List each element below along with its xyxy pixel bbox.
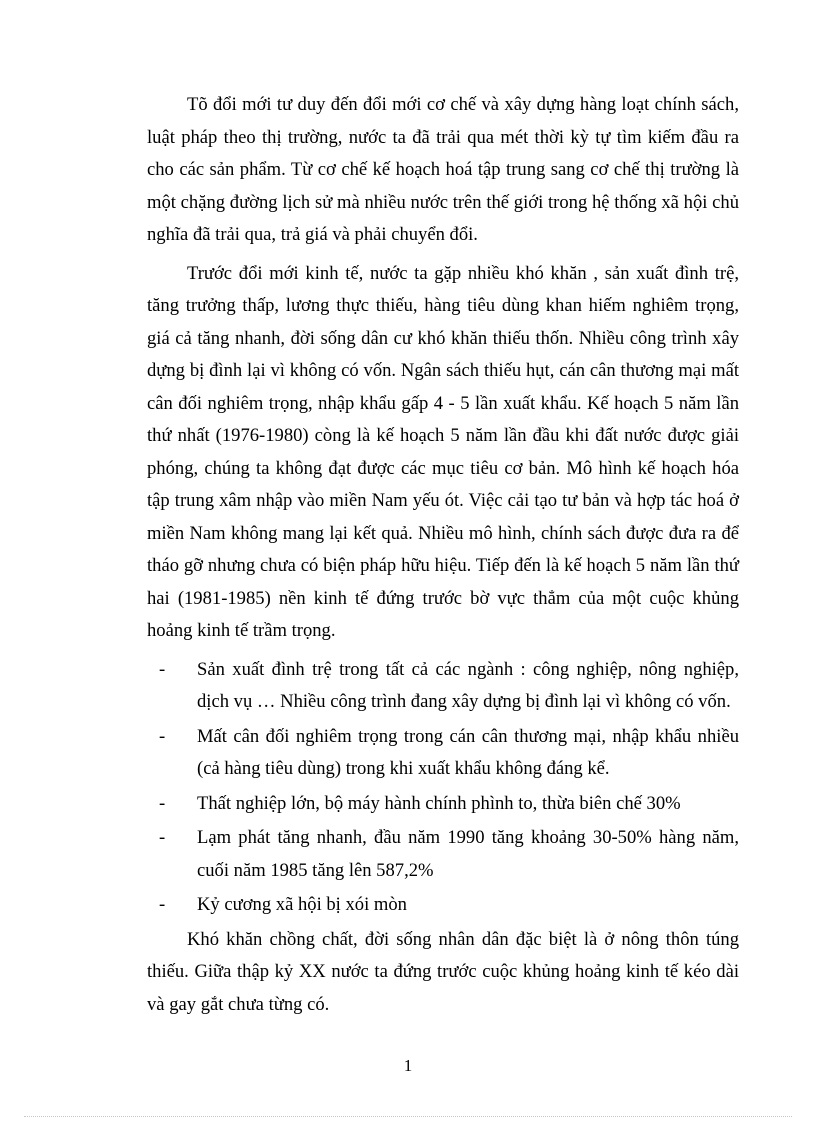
list-item	[159, 889, 739, 922]
list-item-text: Sản xuất đình trệ trong tất cả các ngành : công nghiệp, nông nghiệp, dịch vụ … Nhiều công trình đang xây dựng bị đình lại vì không có vốn.	[197, 658, 739, 712]
bullet-dash: -	[159, 792, 166, 814]
list-item	[159, 822, 739, 887]
bullet-dash: -	[159, 658, 166, 680]
list-item-text: Thất nghiệp lớn, bộ máy hành chính phình to, thừa biên chế 30%	[197, 792, 681, 814]
document-body	[147, 89, 739, 1027]
bullet-dash: -	[159, 725, 166, 747]
bullet-list	[147, 654, 739, 922]
page-number: 1	[403, 1056, 413, 1075]
paragraph-intro: Tõ đổi mới tư duy đến đổi mới cơ chế và xây dựng hàng loạt chính sách, luật pháp theo thị trường, nước ta đã trải qua mét thời kỳ tự tìm kiếm đầu ra cho các sản phẩm. Từ cơ chế kế hoạch hoá tập trung sang cơ chế thị trường là một chặng đường lịch sử mà nhiều nước trên thế giới trong hệ thống xã hội chủ nghĩa đã trải qua, trả giá và phải chuyển đổi.	[147, 94, 739, 245]
paragraph-pre-reform: Trước đổi mới kinh tế, nước ta gặp nhiều khó khăn , sản xuất đình trệ, tăng trưởng thấp, lương thực thiếu, hàng tiêu dùng khan hiếm nghiêm trọng, giá cả tăng nhanh, đời sống dân cư khó khăn thiếu thốn. Nhiều công trình xây dựng bị đình lại vì không có vốn. Ngân sách thiếu hụt, cán cân thương mại mất cân đối nghiêm trọng, nhập khẩu gấp 4 - 5 lần xuất khẩu. Kế hoạch 5 năm lần thứ nhất (1976-1980) còng là kế hoạch 5 năm lần đầu khi đất nước được giải phóng, chúng ta không đạt được các mục tiêu cơ bản. Mô hình kế hoạch hóa tập trung xâm nhập vào miền Nam yếu ót. Việc cải tạo tư bản và hợp tác hoá ở miền Nam không mang lại kết quả. Nhiều mô hình, chính sách được đưa ra để tháo gỡ nhưng chưa có biện pháp hữu hiệu. Tiếp đến là kế hoạch 5 năm lần thứ hai (1981-1985) nền kinh tế đứng trước bờ vực thẳm của một cuộc khủng hoảng kinh tế trầm trọng.	[147, 262, 739, 641]
footer-divider	[24, 1116, 792, 1117]
list-item-text: Mất cân đối nghiêm trọng trong cán cân thương mại, nhập khẩu nhiều (cả hàng tiêu dùng) trong khi xuất khẩu không đáng kể.	[197, 725, 739, 779]
bullet-dash: -	[159, 894, 166, 915]
list-item	[159, 721, 739, 786]
list-item	[159, 788, 739, 821]
list-item	[159, 654, 739, 719]
list-item-text: Lạm phát tăng nhanh, đầu năm 1990 tăng khoảng 30-50% hàng năm, cuối năm 1985 tăng lên 587,2%	[197, 827, 739, 881]
list-item-text: Kỷ cương xã hội bị xói mòn	[197, 894, 407, 915]
bullet-dash: -	[159, 827, 166, 848]
paragraph-closing: Khó khăn chồng chất, đời sống nhân dân đặc biệt là ở nông thôn túng thiếu. Giữa thập kỷ XX nước ta đứng trước cuộc khủng hoảng kinh tế kéo dài và gay gắt chưa từng có.	[147, 928, 739, 1015]
